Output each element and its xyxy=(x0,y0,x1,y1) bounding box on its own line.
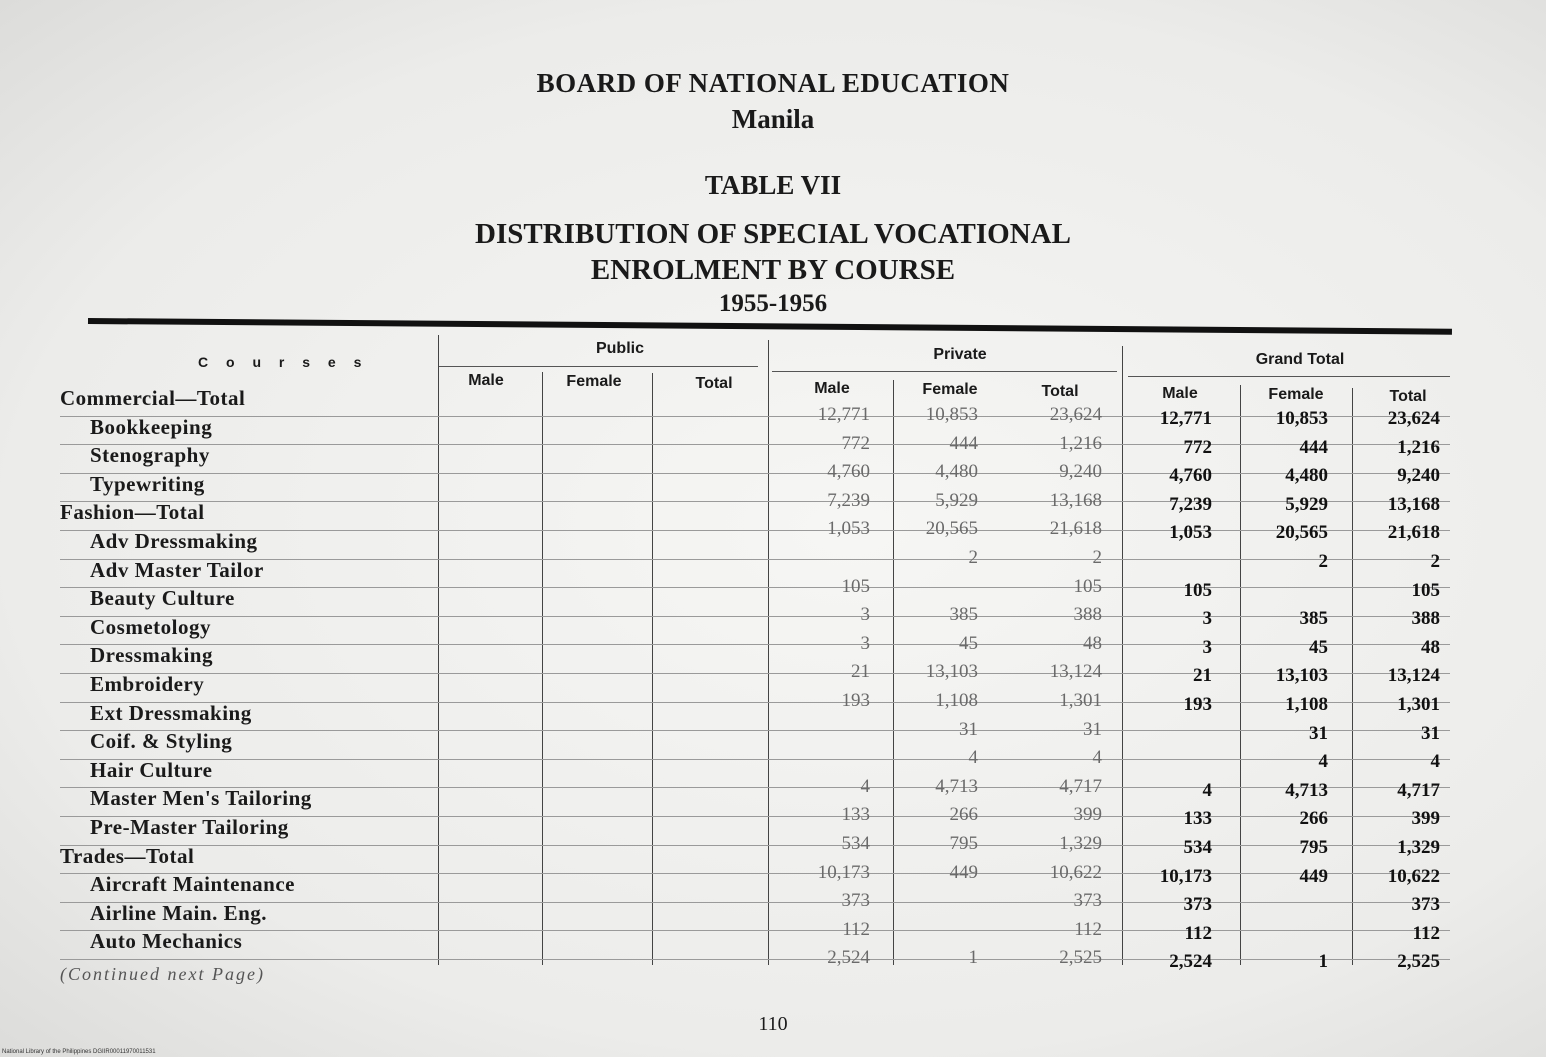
grand-total-header: Total xyxy=(1389,388,1427,405)
grand-total-value: 31 xyxy=(1309,722,1328,744)
private-value: 193 xyxy=(841,690,870,711)
private-value: 1,108 xyxy=(935,690,978,711)
row-rule xyxy=(60,444,1450,445)
private-value: 21,618 xyxy=(1049,518,1102,540)
group-header-grand-total: Grand Total xyxy=(1255,351,1345,368)
private-value: 10,173 xyxy=(817,861,870,883)
table-title-line2: ENROLMENT BY COURSE xyxy=(590,254,956,286)
group-header-private: Private xyxy=(933,346,987,363)
private-value: 2,524 xyxy=(827,947,870,969)
row-rule xyxy=(60,902,1450,903)
col-separator xyxy=(1122,346,1123,965)
public-female-header: Female xyxy=(566,373,622,390)
grand-total-value: 20,565 xyxy=(1275,522,1328,544)
col-separator xyxy=(768,340,769,965)
private-value: 444 xyxy=(949,432,978,454)
grand-total-value: 2 xyxy=(1430,551,1440,572)
grand-total-value: 4 xyxy=(1202,779,1212,801)
private-value: 373 xyxy=(841,890,870,912)
row-rule xyxy=(60,959,1450,960)
grand-total-value: 1,108 xyxy=(1285,694,1328,715)
grand-total-value: 2,524 xyxy=(1169,951,1212,973)
grand-total-value: 12,771 xyxy=(1159,408,1212,429)
table-top-rule xyxy=(88,318,1452,335)
course-name: Ext Dressmaking xyxy=(90,700,252,725)
grand-total-value: 2 xyxy=(1318,551,1328,572)
page-number: 110 xyxy=(758,1013,788,1035)
grand-total-value: 4,717 xyxy=(1397,779,1440,801)
private-value: 112 xyxy=(1074,918,1102,940)
row-rule xyxy=(60,730,1450,731)
grand-total-value: 4,480 xyxy=(1285,465,1328,487)
private-value: 795 xyxy=(949,833,978,854)
grand-total-value: 4 xyxy=(1318,751,1328,773)
private-value: 12,771 xyxy=(817,404,870,425)
private-value: 13,168 xyxy=(1049,489,1102,511)
course-name: Stenography xyxy=(90,443,210,468)
private-value: 48 xyxy=(1083,632,1102,654)
private-value: 1,329 xyxy=(1059,833,1102,854)
grand-total-value: 48 xyxy=(1421,636,1440,658)
grand-total-value: 266 xyxy=(1299,808,1328,830)
course-name: Aircraft Maintenance xyxy=(90,872,295,897)
grand-total-value: 21 xyxy=(1193,665,1212,687)
row-rule xyxy=(60,473,1450,474)
grand-total-value: 13,103 xyxy=(1275,665,1328,687)
private-value: 772 xyxy=(841,432,870,454)
grand-total-value: 795 xyxy=(1299,837,1328,858)
course-name: Beauty Culture xyxy=(90,586,235,611)
row-rule xyxy=(60,702,1450,703)
table-number: TABLE VII xyxy=(704,170,842,200)
private-value: 534 xyxy=(841,833,870,854)
private-value: 5,929 xyxy=(935,489,978,511)
private-value: 112 xyxy=(842,918,870,940)
course-name: Pre-Master Tailoring xyxy=(90,815,289,839)
grand-total-value: 105 xyxy=(1183,579,1212,601)
private-value: 45 xyxy=(959,632,978,654)
grand-total-value: 21,618 xyxy=(1387,522,1440,544)
private-value: 3 xyxy=(860,632,870,654)
public-male-header: Male xyxy=(468,372,504,389)
private-value: 105 xyxy=(841,575,870,597)
private-value: 2,525 xyxy=(1059,947,1102,969)
private-value: 2 xyxy=(1092,547,1102,568)
grand-total-value: 45 xyxy=(1309,636,1328,658)
private-male-header: Male xyxy=(814,380,850,397)
grand-total-value: 4,760 xyxy=(1169,465,1212,487)
private-value: 1,053 xyxy=(827,518,870,540)
table-title-line1: DISTRIBUTION OF SPECIAL VOCATIONAL xyxy=(475,218,1071,250)
course-name: Adv Dressmaking xyxy=(90,529,258,553)
private-value: 23,624 xyxy=(1049,404,1102,425)
grand-male-header: Male xyxy=(1162,385,1198,402)
col-separator xyxy=(652,373,653,965)
grand-total-value: 10,173 xyxy=(1159,865,1212,887)
private-value: 4 xyxy=(1092,747,1102,769)
group-header-public: Public xyxy=(595,340,644,357)
course-name: Adv Master Tailor xyxy=(90,557,264,582)
grand-total-value: 1,301 xyxy=(1397,694,1440,715)
grand-total-value: 1 xyxy=(1318,951,1328,973)
grand-total-value: 4,713 xyxy=(1285,779,1328,801)
private-value: 399 xyxy=(1073,804,1102,826)
grand-total-value: 1,053 xyxy=(1169,522,1212,544)
city-name: Manila xyxy=(731,104,815,134)
row-rule xyxy=(60,501,1450,502)
grand-total-value: 3 xyxy=(1202,636,1212,658)
private-value: 3 xyxy=(860,604,870,626)
private-value: 20,565 xyxy=(925,518,978,540)
grand-total-value: 1,216 xyxy=(1397,436,1440,458)
course-name: Coif. & Styling xyxy=(90,729,233,754)
grand-total-value: 385 xyxy=(1299,608,1328,630)
course-name: Bookkeeping xyxy=(90,414,213,439)
grand-total-value: 10,853 xyxy=(1275,408,1328,429)
row-rule xyxy=(60,587,1450,588)
course-name: Airline Main. Eng. xyxy=(90,900,268,925)
private-value: 1 xyxy=(968,947,978,969)
private-group-rule xyxy=(772,371,1117,372)
grand-total-value: 449 xyxy=(1299,865,1328,887)
grand-total-value: 5,929 xyxy=(1285,493,1328,515)
course-name: Auto Mechanics xyxy=(90,929,243,954)
grand-total-value: 13,168 xyxy=(1387,493,1440,515)
grand-total-value: 105 xyxy=(1411,579,1440,601)
private-value: 10,853 xyxy=(925,404,978,425)
course-name: Trades—Total xyxy=(60,843,195,868)
course-name: Hair Culture xyxy=(90,757,213,782)
row-rule xyxy=(60,644,1450,645)
grand-total-value: 3 xyxy=(1202,608,1212,630)
private-value: 4,717 xyxy=(1059,775,1102,797)
grand-total-value: 112 xyxy=(1412,922,1440,944)
grand-total-value: 373 xyxy=(1183,894,1212,916)
col-separator xyxy=(438,335,439,965)
private-value: 388 xyxy=(1073,604,1102,626)
private-value: 7,239 xyxy=(827,489,870,511)
private-value: 449 xyxy=(949,861,978,883)
continued-note: (Continued next Page) xyxy=(60,964,265,984)
private-value: 1,301 xyxy=(1059,690,1102,711)
grand-total-value: 2,525 xyxy=(1397,951,1440,973)
private-value: 13,124 xyxy=(1049,661,1102,683)
private-value: 4,713 xyxy=(935,775,978,797)
private-value: 385 xyxy=(949,604,978,626)
private-value: 4,760 xyxy=(827,461,870,483)
grand-total-value: 1,329 xyxy=(1397,837,1440,858)
row-rule xyxy=(60,673,1450,674)
private-value: 31 xyxy=(1083,718,1102,740)
private-value: 13,103 xyxy=(925,661,978,683)
private-value: 1,216 xyxy=(1059,432,1102,454)
private-value: 4,480 xyxy=(935,461,978,483)
course-name: Embroidery xyxy=(90,672,205,696)
row-rule xyxy=(60,759,1450,760)
private-female-header: Female xyxy=(922,381,978,398)
courses-header: C o u r s e s xyxy=(198,354,369,370)
grand-total-value: 444 xyxy=(1299,436,1328,458)
private-value: 10,622 xyxy=(1049,861,1102,883)
board-title: BOARD OF NATIONAL EDUCATION xyxy=(536,68,1010,98)
private-value: 21 xyxy=(851,661,870,683)
course-name: Typewriting xyxy=(90,471,205,496)
private-value: 9,240 xyxy=(1059,461,1102,483)
private-value: 105 xyxy=(1073,575,1102,597)
grand-total-value: 4 xyxy=(1430,751,1440,773)
col-separator xyxy=(542,372,543,965)
grand-total-value: 534 xyxy=(1183,837,1212,858)
archive-watermark: National Library of the Philippines DGIIR00011970011531 xyxy=(2,1049,156,1055)
grand-total-value: 388 xyxy=(1411,608,1440,630)
grand-total-value: 23,624 xyxy=(1387,408,1440,429)
private-value: 2 xyxy=(968,547,978,568)
grand-female-header: Female xyxy=(1268,386,1324,403)
course-name: Dressmaking xyxy=(90,643,213,668)
grand-total-value: 13,124 xyxy=(1387,665,1440,687)
grand-total-value: 10,622 xyxy=(1387,865,1440,887)
grand-total-value: 373 xyxy=(1411,894,1440,916)
grand-total-value: 193 xyxy=(1183,694,1212,715)
public-total-header: Total xyxy=(695,375,733,392)
row-rule xyxy=(60,559,1450,560)
row-rule xyxy=(60,530,1450,531)
private-total-header: Total xyxy=(1041,383,1079,400)
school-year: 1955-1956 xyxy=(718,290,828,317)
private-value: 373 xyxy=(1073,890,1102,912)
row-rule xyxy=(60,845,1450,846)
col-separator xyxy=(1352,388,1353,965)
row-rule xyxy=(60,616,1450,617)
course-name: Cosmetology xyxy=(90,614,211,639)
private-value: 266 xyxy=(949,804,978,826)
row-rule xyxy=(60,416,1450,417)
grand-total-value: 9,240 xyxy=(1397,465,1440,487)
grand-group-rule xyxy=(1128,376,1450,377)
course-name: Master Men's Tailoring xyxy=(90,786,312,811)
course-name: Commercial—Total xyxy=(60,386,246,410)
grand-total-value: 112 xyxy=(1184,922,1212,944)
private-value: 4 xyxy=(968,747,978,769)
grand-total-value: 31 xyxy=(1421,722,1440,744)
private-value: 4 xyxy=(860,775,870,797)
grand-total-value: 772 xyxy=(1183,436,1212,458)
grand-total-value: 7,239 xyxy=(1169,493,1212,515)
public-group-rule xyxy=(438,366,758,367)
course-name: Fashion—Total xyxy=(60,500,205,525)
private-value: 31 xyxy=(959,718,978,740)
grand-total-value: 133 xyxy=(1183,808,1212,830)
row-rule xyxy=(60,930,1450,931)
private-value: 133 xyxy=(841,804,870,826)
grand-total-value: 399 xyxy=(1411,808,1440,830)
